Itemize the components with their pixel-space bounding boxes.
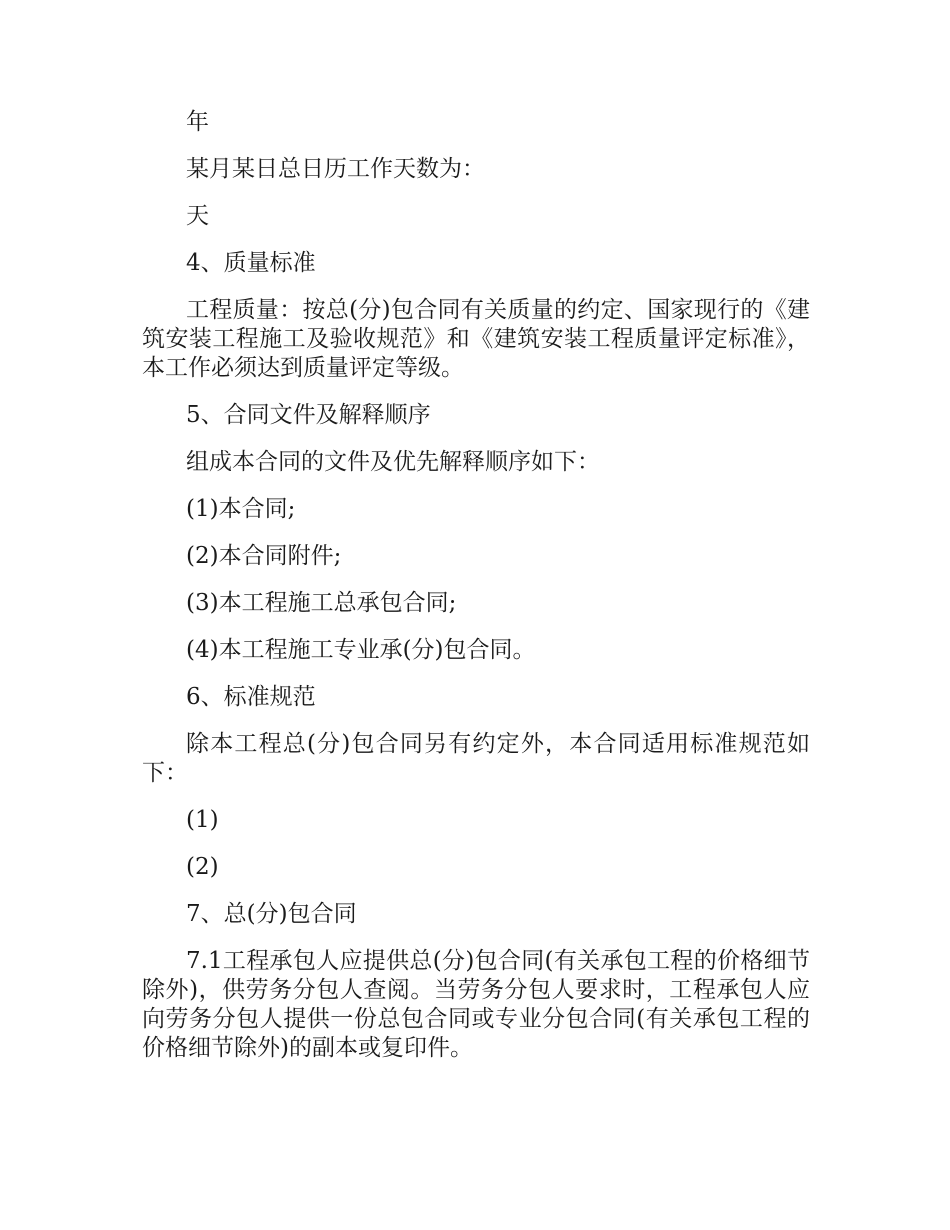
paragraph-year: 年: [186, 109, 209, 135]
section-heading-contract-documents: 5、合同文件及解释顺序: [186, 402, 431, 428]
paragraph-clause-7-1: 7.1工程承包人应提供总(分)包合同(有关承包工程的价格细节除外)，供劳务分包人查阅。当劳务分包人要求时，工程承包人应向劳务分包人提供一份总包合同或专业分包合同(有关承包工程的价格细节除外)的副本或复印件。: [142, 948, 810, 1061]
paragraph-calendar-days: 某月某日总日历工作天数为：: [186, 156, 485, 182]
paragraph-standards: 除本工程总(分)包合同另有约定外，本合同适用标准规范如下：: [142, 731, 810, 786]
paragraph-days: 天: [186, 203, 209, 229]
section-heading-quality: 4、质量标准: [186, 250, 316, 276]
list-item-3: (3)本工程施工总承包合同;: [186, 590, 457, 616]
list-item-1: (1)本合同;: [186, 496, 296, 522]
list-item-4: (4)本工程施工专业承(分)包合同。: [186, 637, 536, 663]
paragraph-document-order: 组成本合同的文件及优先解释顺序如下：: [186, 449, 600, 475]
standards-item-1: (1): [186, 807, 219, 833]
standards-item-2: (2): [186, 854, 219, 880]
paragraph-quality-standard: 工程质量：按总(分)包合同有关质量的约定、国家现行的《建筑安装工程施工及验收规范》和《建筑安装工程质量评定标准》，本工作必须达到质量评定等级。: [142, 297, 810, 381]
section-heading-standards: 6、标准规范: [186, 684, 316, 710]
section-heading-general-contract: 7、总(分)包合同: [186, 901, 357, 927]
list-item-2: (2)本合同附件;: [186, 543, 342, 569]
document-body: [142, 108, 810, 1081]
